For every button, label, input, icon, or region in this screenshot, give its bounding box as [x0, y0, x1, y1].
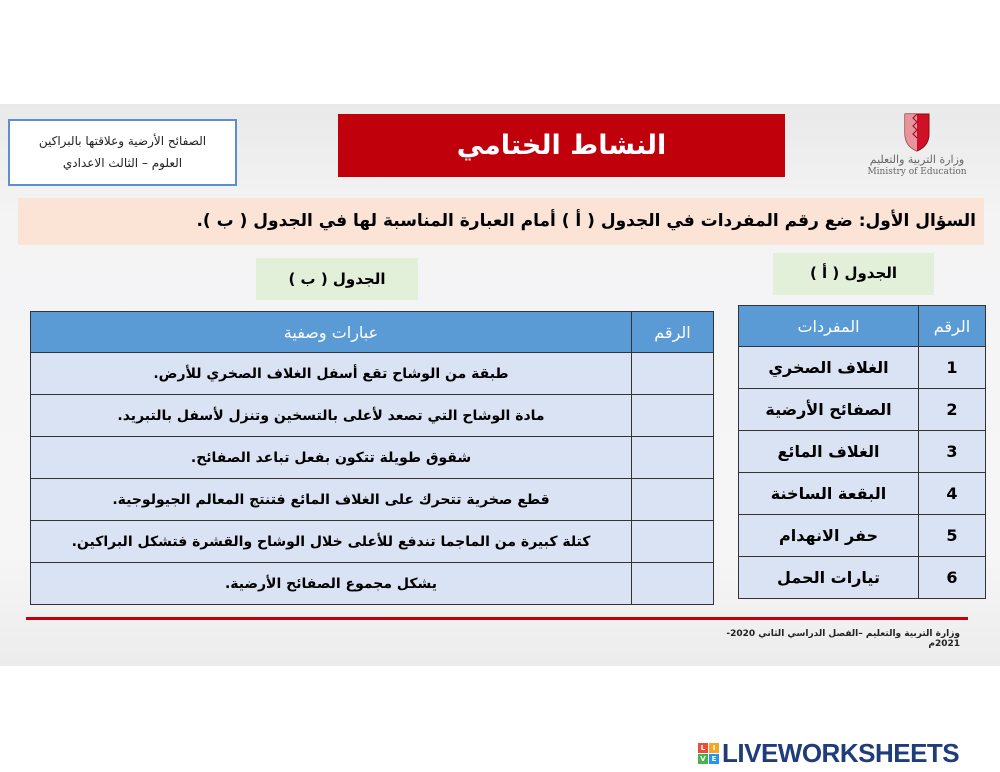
- table-row: [31, 395, 714, 437]
- emblem-icon: [902, 112, 932, 152]
- brand-letter-v: V: [698, 754, 708, 764]
- term-cell: تيارات الحمل: [739, 557, 919, 599]
- term-number: 1: [919, 347, 986, 389]
- term-number: 2: [919, 389, 986, 431]
- topic-box: [8, 119, 237, 186]
- table-b: [30, 311, 714, 605]
- table-row: [739, 515, 986, 557]
- divider-line: [26, 617, 968, 620]
- answer-input-5[interactable]: [632, 521, 714, 563]
- statement-cell: شقوق طويلة تتكون بفعل تباعد الصفائح.: [31, 437, 632, 479]
- table-a: [738, 305, 986, 599]
- brand-letter-i: I: [709, 743, 719, 753]
- liveworksheets-brand[interactable]: [698, 738, 959, 768]
- statement-cell: قطع صخرية تتحرك على الغلاف المائع فتنتج المعالم الجيولوجية.: [31, 479, 632, 521]
- statement-cell: كتلة كبيرة من الماجما تندفع للأعلى خلال الوشاح والقشرة فتشكل البراكين.: [31, 521, 632, 563]
- answer-input-2[interactable]: [632, 395, 714, 437]
- table-row: [739, 347, 986, 389]
- term-number: 6: [919, 557, 986, 599]
- table-row: [31, 563, 714, 605]
- term-cell: البقعة الساخنة: [739, 473, 919, 515]
- table-a-header-term: المفردات: [739, 306, 919, 347]
- term-cell: الغلاف الصخري: [739, 347, 919, 389]
- table-row: [739, 389, 986, 431]
- ministry-logo: [866, 112, 968, 196]
- table-row: [31, 479, 714, 521]
- page-title: النشاط الختامي: [338, 114, 785, 177]
- topic-line-1: الصفائح الأرضية وعلاقتها بالبراكين: [38, 134, 207, 148]
- footer-text: وزارة التربية والتعليم –الفصل الدراسي الثاني 2020-2021م: [726, 629, 960, 649]
- table-row: [739, 431, 986, 473]
- term-cell: حفر الانهدام: [739, 515, 919, 557]
- table-a-label: الجدول ( أ ): [773, 253, 934, 295]
- brand-logo-icon: [698, 743, 719, 764]
- logo-arabic-text: وزارة التربية والتعليم: [869, 153, 965, 166]
- logo-english-text: Ministry of Education: [867, 167, 967, 177]
- answer-input-1[interactable]: [632, 353, 714, 395]
- answer-input-3[interactable]: [632, 437, 714, 479]
- topic-line-2: العلوم – الثالث الاعدادي: [62, 156, 183, 170]
- table-row: [31, 353, 714, 395]
- statement-cell: طبقة من الوشاح تقع أسفل الغلاف الصخري للأرض.: [31, 353, 632, 395]
- brand-wordmark: LIVEWORKSHEETS: [722, 737, 960, 768]
- table-b-header-number: الرقم: [632, 312, 714, 353]
- brand-letter-l: L: [698, 743, 708, 753]
- table-row: [739, 557, 986, 599]
- table-row: [739, 473, 986, 515]
- brand-letter-e: E: [709, 754, 719, 764]
- table-b-header-text: عبارات وصفية: [31, 312, 632, 353]
- term-cell: الغلاف المائع: [739, 431, 919, 473]
- question-text: السؤال الأول: ضع رقم المفردات في الجدول ( أ ) أمام العبارة المناسبة لها في الجدول ( ب ).: [18, 198, 984, 245]
- table-b-label: الجدول ( ب ): [256, 258, 418, 300]
- statement-cell: يشكل مجموع الصفائح الأرضية.: [31, 563, 632, 605]
- table-row: [31, 437, 714, 479]
- term-cell: الصفائح الأرضية: [739, 389, 919, 431]
- table-a-header-number: الرقم: [919, 306, 986, 347]
- term-number: 3: [919, 431, 986, 473]
- term-number: 5: [919, 515, 986, 557]
- answer-input-4[interactable]: [632, 479, 714, 521]
- answer-input-6[interactable]: [632, 563, 714, 605]
- statement-cell: مادة الوشاح التي تصعد لأعلى بالتسخين وتنزل لأسفل بالتبريد.: [31, 395, 632, 437]
- term-number: 4: [919, 473, 986, 515]
- table-row: [31, 521, 714, 563]
